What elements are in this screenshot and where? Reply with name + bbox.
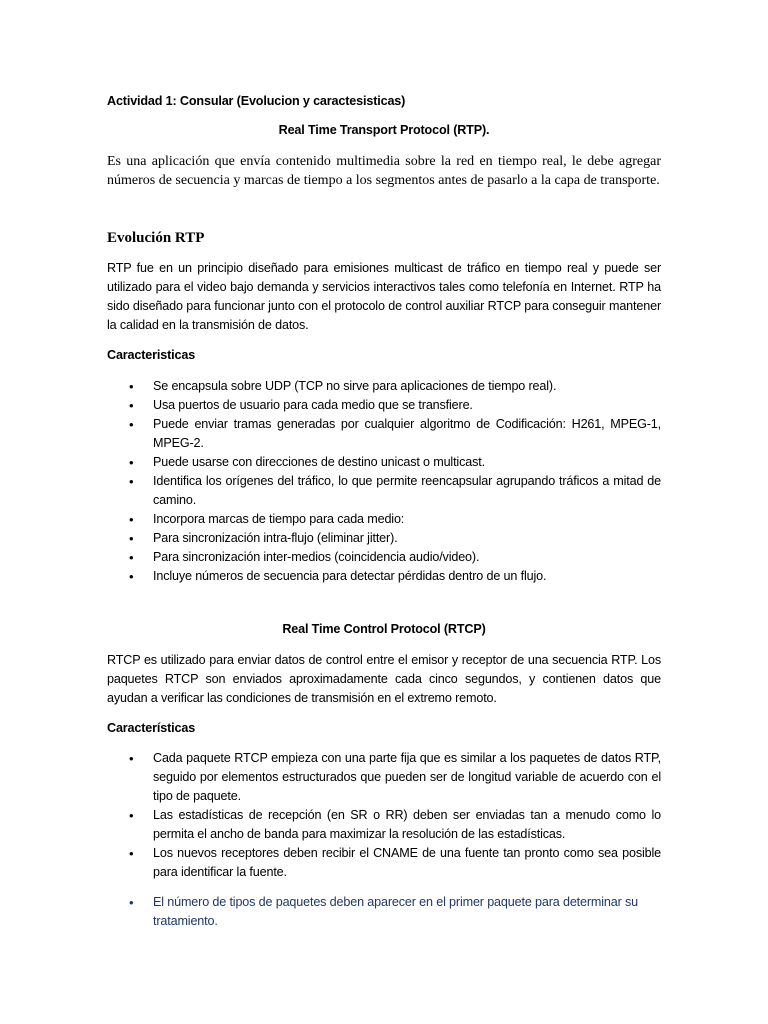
list-item: • Las estadísticas de recepción (en SR o RR) deben ser enviadas tan a menudo como lo permita el ancho de banda para maximizar la resolución de las estadísticas. xyxy=(129,808,661,841)
bullet-icon: • xyxy=(129,531,134,546)
rtp-features-list xyxy=(107,377,661,586)
bullet-icon: • xyxy=(129,808,134,823)
activity-heading: Actividad 1: Consular (Evolucion y caractesisticas) xyxy=(107,94,406,108)
bullet-icon: • xyxy=(129,569,134,584)
bullet-icon: • xyxy=(129,895,134,910)
evolucion-heading: Evolución RTP xyxy=(107,230,205,246)
list-item: • Puede usarse con direcciones de destino unicast o multicast. xyxy=(129,455,485,470)
bullet-icon: • xyxy=(129,417,134,432)
note-item xyxy=(107,893,661,931)
list-item: • Para sincronización inter-medios (coincidencia audio/video). xyxy=(129,550,480,565)
rtcp-features-list xyxy=(107,749,661,882)
list-item: • Puede enviar tramas generadas por cualquier algoritmo de Codificación: H261, MPEG-1, MPEG-2. xyxy=(129,417,661,450)
evolucion-paragraph: RTP fue en un principio diseñado para emisiones multicast de tráfico en tiempo real y puede ser utilizado para el video bajo demanda y servicios interactivos tales como telefonía en Internet. RTP ha sido diseñado para funcionar junto con el protocolo de control auxiliar RTCP para conseguir mantener la calidad en la transmisión de datos. xyxy=(107,261,661,332)
bullet-icon: • xyxy=(129,846,134,861)
rtcp-paragraph: RTCP es utilizado para enviar datos de control entre el emisor y receptor de una secuencia RTP. Los paquetes RTCP son enviados aproximadamente cada cinco segundos, y contienen datos que ayudan a verificar las condiciones de transmisión en el extremo remoto. xyxy=(107,653,661,705)
bullet-icon: • xyxy=(129,379,134,394)
note-text: El número de tipos de paquetes deben aparecer en el primer paquete para determinar su tratamiento. xyxy=(153,895,639,928)
rtcp-features-heading: Características xyxy=(107,721,196,735)
list-item: • Identifica los orígenes del tráfico, lo que permite reencapsular agrupando tráficos a mitad de camino. xyxy=(129,474,661,507)
list-item: • Para sincronización intra-flujo (eliminar jitter). xyxy=(129,531,398,546)
rtp-features-heading: Caracteristicas xyxy=(107,348,196,362)
rtcp-note-list xyxy=(107,893,661,931)
list-item: • Incluye números de secuencia para detectar pérdidas dentro de un flujo. xyxy=(129,569,547,584)
list-item: • Cada paquete RTCP empieza con una parte fija que es similar a los paquetes de datos RTP, seguido por elementos estructurados que pueden ser de longitud variable de acuerdo con el tipo de paquete. xyxy=(129,751,661,803)
list-item: • Se encapsula sobre UDP (TCP no sirve para aplicaciones de tiempo real). xyxy=(129,379,557,394)
bullet-icon: • xyxy=(129,474,134,489)
bullet-icon: • xyxy=(129,512,134,527)
rtp-intro-paragraph: Es una aplicación que envía contenido multimedia sobre la red en tiempo real, le debe agregar números de secuencia y marcas de tiempo a los segmentos antes de pasarlo a la capa de transporte. xyxy=(107,154,661,188)
list-item: • Incorpora marcas de tiempo para cada medio: xyxy=(129,512,405,527)
bullet-icon: • xyxy=(129,455,134,470)
list-item: • Usa puertos de usuario para cada medio que se transfiere. xyxy=(129,398,473,413)
list-item: • Los nuevos receptores deben recibir el CNAME de una fuente tan pronto como sea posible para identificar la fuente. xyxy=(129,846,661,879)
bullet-icon: • xyxy=(129,550,134,565)
bullet-icon: • xyxy=(129,751,134,766)
rtcp-title: Real Time Control Protocol (RTCP) xyxy=(282,622,486,636)
bullet-icon: • xyxy=(129,398,134,413)
rtp-title: Real Time Transport Protocol (RTP). xyxy=(278,123,490,137)
